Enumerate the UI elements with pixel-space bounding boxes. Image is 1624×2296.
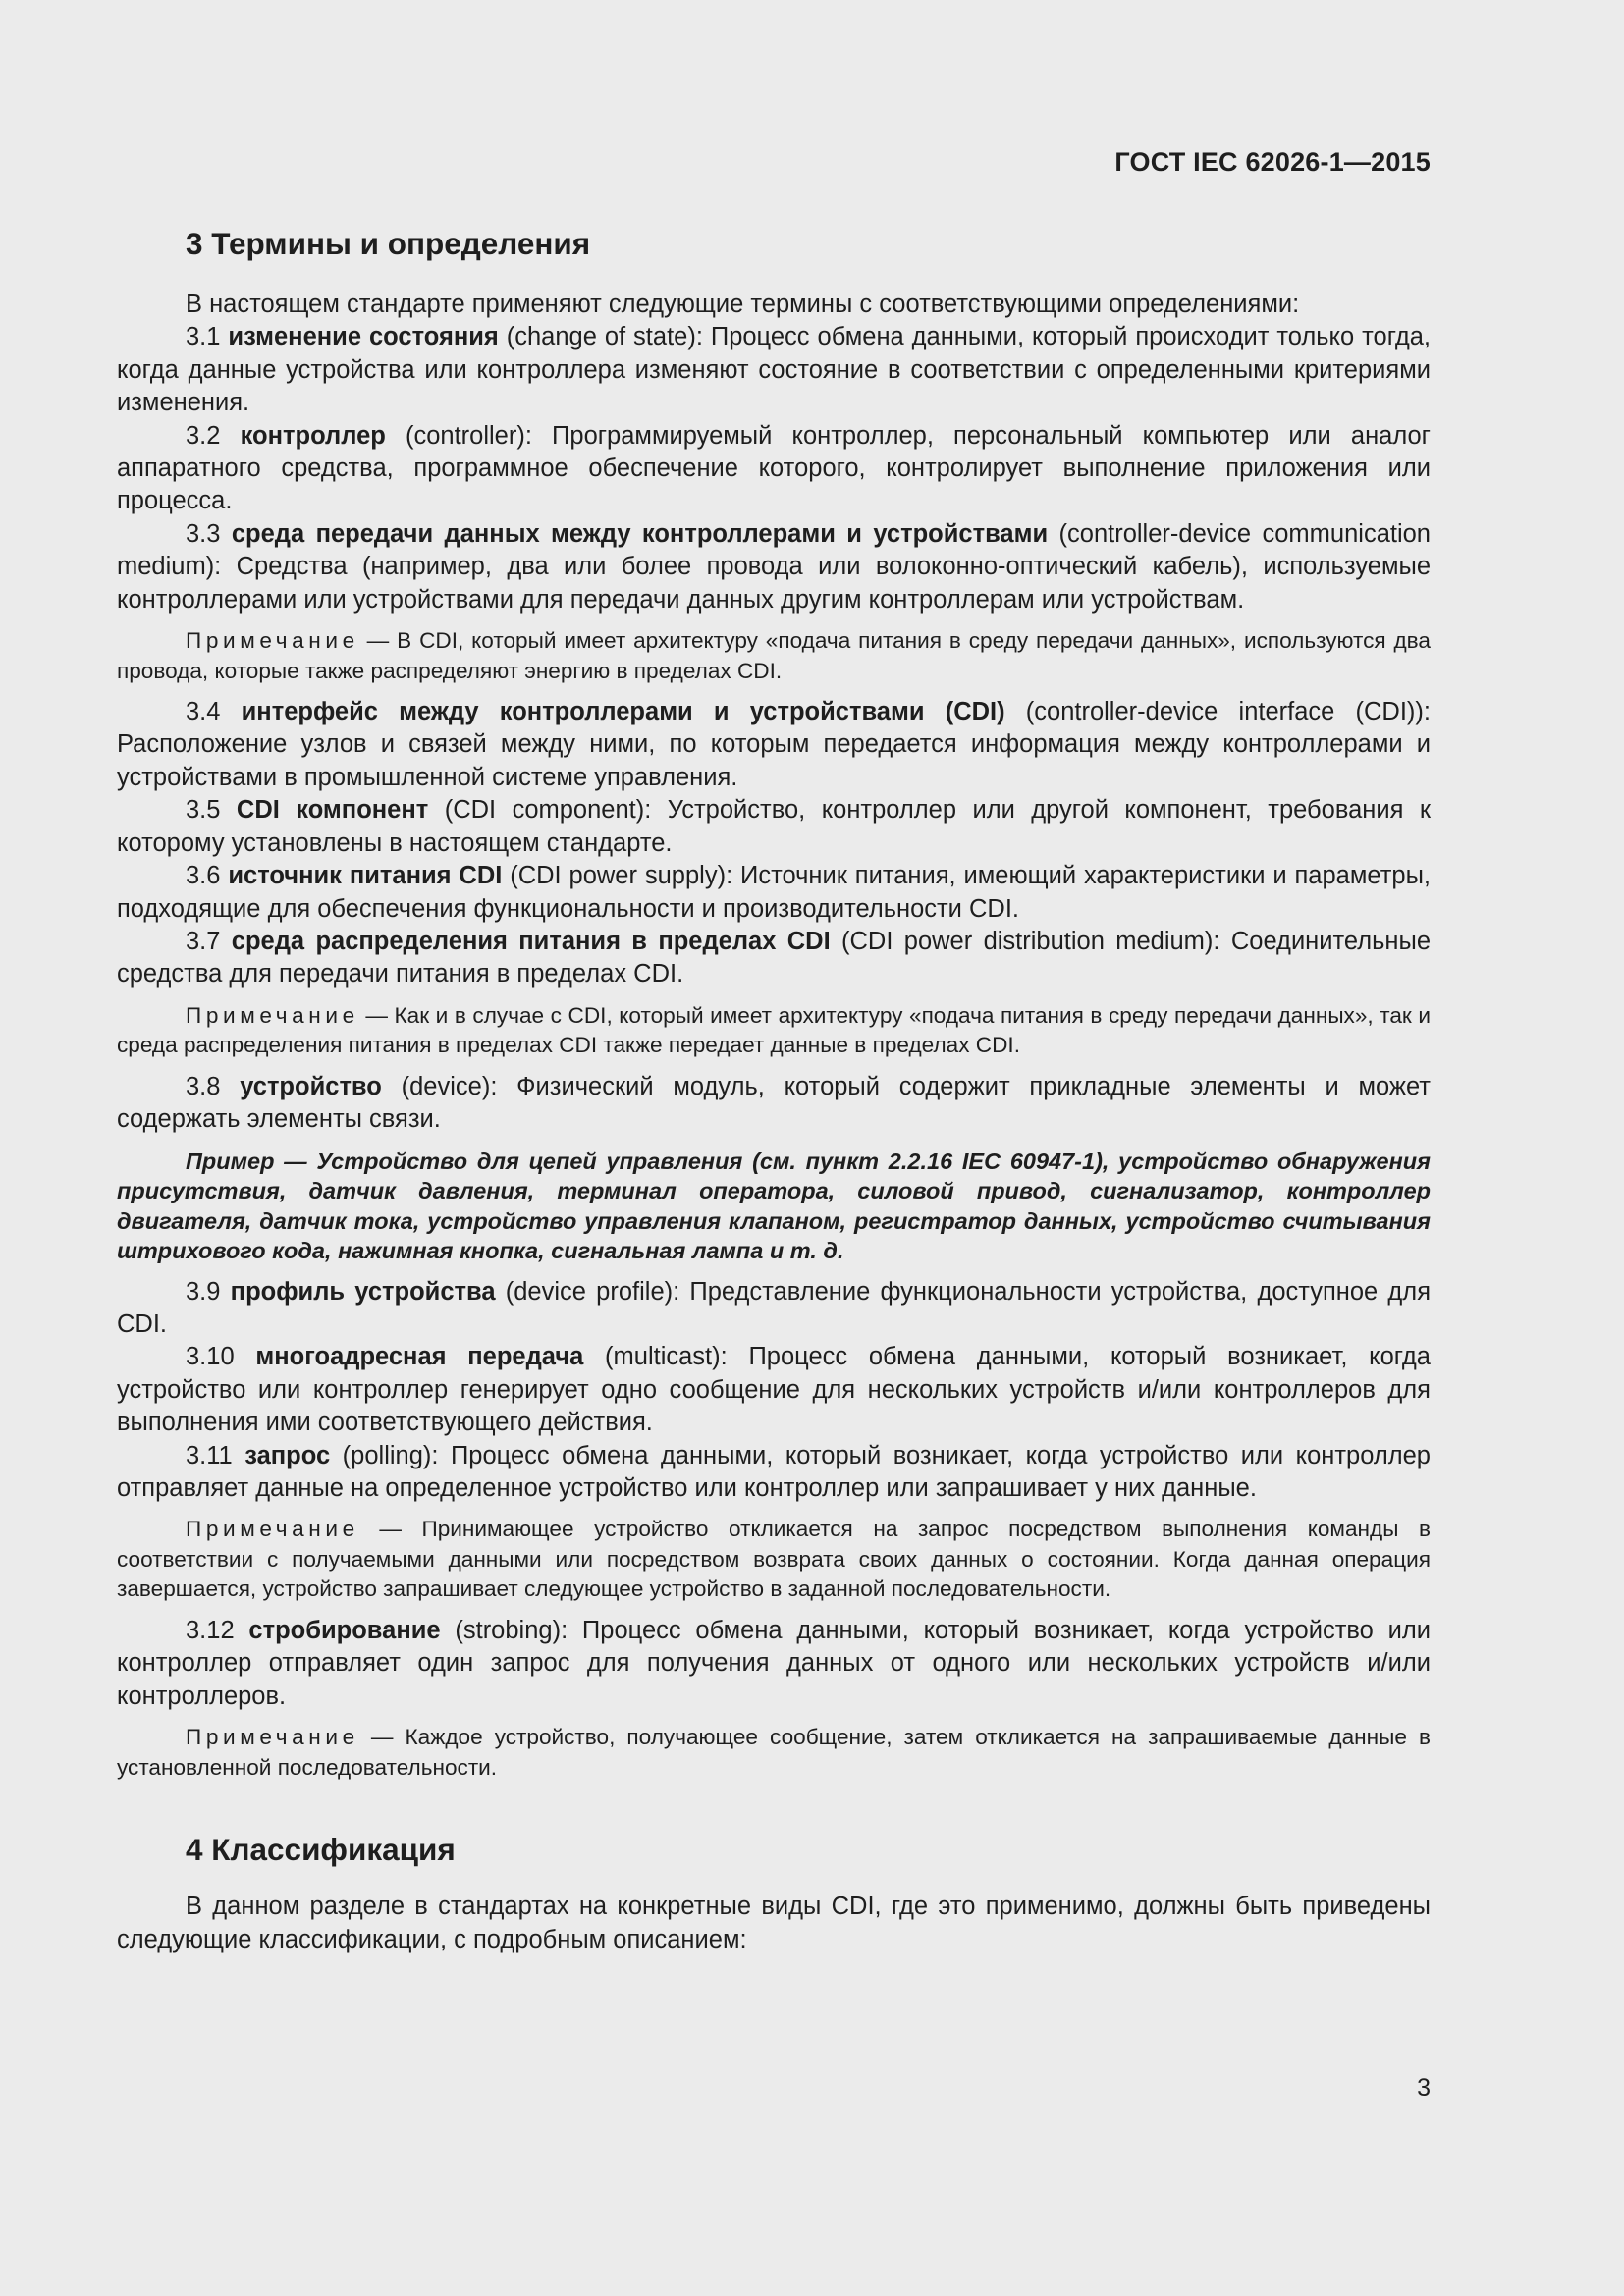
term-3-10: [117, 1341, 1431, 1439]
term-number: 3.1: [186, 323, 229, 351]
document-code: ГОСТ IEC 62026-1—2015: [1114, 147, 1431, 177]
term-definition: (controller-device communication medium): Средства (например, два или более провода или волоконно-оптический кабель), используемые контроллерами или устройствами для передачи данных другим контроллерам или устройствам.: [117, 519, 1431, 614]
term-definition: (strobing): Процесс обмена данными, который возникает, когда устройство или контроллер отправляет один запрос для получения данных от одного или нескольких устройств и/или контроллеров.: [117, 1616, 1431, 1710]
term-title: стробирование: [248, 1616, 441, 1644]
term-number: 3.6: [186, 862, 229, 890]
term-number: 3.10: [186, 1343, 256, 1371]
note-label: Примечание: [186, 1725, 359, 1750]
term-number: 3.8: [186, 1072, 241, 1100]
term-title: среда передачи данных между контроллерами и устройствами: [231, 519, 1049, 548]
term-title: источник питания CDI: [228, 862, 503, 890]
section-4-intro: В данном разделе в стандартах на конкретные виды CDI, где это применимо, должны быть приведены следующие классификации, с подробным описанием:: [117, 1893, 1431, 1953]
note-text: — Принимающее устройство откликается на запрос посредством выполнения команды в соответствии с получаемыми данными или посредством возврата своих данных о состоянии. Когда данная операция завершается, устройство запрашивает следующее устройство в заданной последовательности.: [117, 1517, 1431, 1602]
term-definition: (device profile): Представление функциональности устройства, доступное для CDI.: [117, 1277, 1431, 1338]
term-3-11: [117, 1440, 1431, 1506]
term-3-4: [117, 696, 1431, 794]
term-definition: (CDI power distribution medium): Соединительные средства для передачи питания в пределах CDI.: [117, 927, 1431, 988]
term-definition: (multicast): Процесс обмена данными, который возникает, когда устройство или контроллер генерирует одно сообщение для нескольких устройств и/или контроллеров для выполнения ими соответствующего действия.: [117, 1343, 1431, 1437]
term-title: запрос: [244, 1441, 331, 1469]
note-label: Примечание: [186, 1517, 359, 1542]
term-definition: (CDI component): Устройство, контроллер или другой компонент, требования к которому установлены в настоящем стандарте.: [117, 796, 1432, 857]
term-3-5: [117, 794, 1431, 860]
term-title: устройство: [240, 1072, 382, 1100]
note-4: [117, 1723, 1431, 1783]
term-title: контроллер: [240, 421, 386, 450]
term-number: 3.9: [186, 1277, 231, 1306]
term-number: 3.2: [186, 421, 241, 450]
term-3-8: [117, 1071, 1431, 1137]
example-paragraph: Пример — Устройство для цепей управления (см. пункт 2.2.16 IEC 60947-1), устройство обнаружения присутствия, датчик давления, терминал оператора, силовой привод, сигнализатор, контроллер двигателя, датчик тока, устройство управления клапаном, регистратор данных, устройство считывания штрихового кода, нажимная кнопка, сигнальная лампа и т. д.: [117, 1148, 1431, 1264]
term-3-12: [117, 1615, 1431, 1713]
term-3-3: [117, 518, 1431, 616]
term-number: 3.7: [186, 927, 232, 955]
term-title: профиль устройства: [230, 1277, 496, 1306]
term-number: 3.11: [186, 1441, 245, 1469]
term-title: многоадресная передача: [255, 1343, 584, 1371]
term-3-6: [117, 860, 1431, 926]
note-label: Примечание: [186, 628, 359, 654]
term-title: CDI компонент: [236, 796, 429, 825]
term-3-1: [117, 321, 1431, 419]
note-3: [117, 1515, 1431, 1605]
term-3-2: [117, 420, 1431, 518]
section-3-intro: В настоящем стандарте применяют следующие термины с соответствующими определениями:: [186, 291, 1300, 318]
term-number: 3.4: [186, 698, 242, 726]
term-number: 3.5: [186, 796, 237, 825]
term-definition: (controller-device interface (CDI)): Расположение узлов и связей между ними, по которым передается информация между контроллерами и устройствами в промышленной системе управления.: [117, 698, 1431, 791]
note-label: Примечание: [186, 1002, 359, 1028]
page-number: 3: [1417, 2074, 1431, 2102]
note-text: — В CDI, который имеет архитектуру «подача питания в среду передачи данных», используются два провода, которые также распределяют энергию в пределах CDI.: [117, 628, 1431, 683]
note-text: — Как и в случае с CDI, который имеет архитектуру «подача питания в среду передачи данных», так и среда распределения питания в пределах CDI также передает данные в пределах CDI.: [117, 1002, 1431, 1058]
note-text: — Каждое устройство, получающее сообщение, затем откликается на запрашиваемые данные в установленной последовательности.: [117, 1725, 1431, 1780]
note-2: [117, 1001, 1431, 1061]
term-definition: (change of state): Процесс обмена данными, который происходит только тогда, когда данные устройства или контроллера изменяют состояние в соответствии с определенными критериями изменения.: [117, 323, 1431, 417]
term-title: среда распределения питания в пределах CDI: [231, 927, 831, 955]
section-3-heading: 3 Термины и определения: [186, 226, 591, 261]
term-3-9: [117, 1276, 1431, 1342]
section-4-heading: 4 Классификация: [186, 1832, 456, 1868]
note-1: [117, 626, 1431, 686]
term-definition: (controller): Программируемый контроллер, персональный компьютер или аналог аппаратного средства, программное обеспечение которого, контролирует выполнение приложения или процесса.: [117, 421, 1431, 515]
term-number: 3.12: [186, 1616, 249, 1644]
term-definition: (CDI power supply): Источник питания, имеющий характеристики и параметры, подходящие для обеспечения функциональности и производительности CDI.: [117, 862, 1431, 923]
page-content: [117, 224, 1431, 1956]
term-definition: (polling): Процесс обмена данными, который возникает, когда устройство или контроллер отправляет данные на определенное устройство или контроллер или запрашивает у них данные.: [117, 1441, 1431, 1502]
term-title: изменение состояния: [228, 323, 499, 351]
term-number: 3.3: [186, 519, 232, 548]
term-definition: (device): Физический модуль, который содержит прикладные элементы и может содержать элементы связи.: [117, 1072, 1431, 1134]
term-3-7: [117, 926, 1431, 991]
term-title: интерфейс между контроллерами и устройствами (CDI): [241, 698, 1005, 726]
